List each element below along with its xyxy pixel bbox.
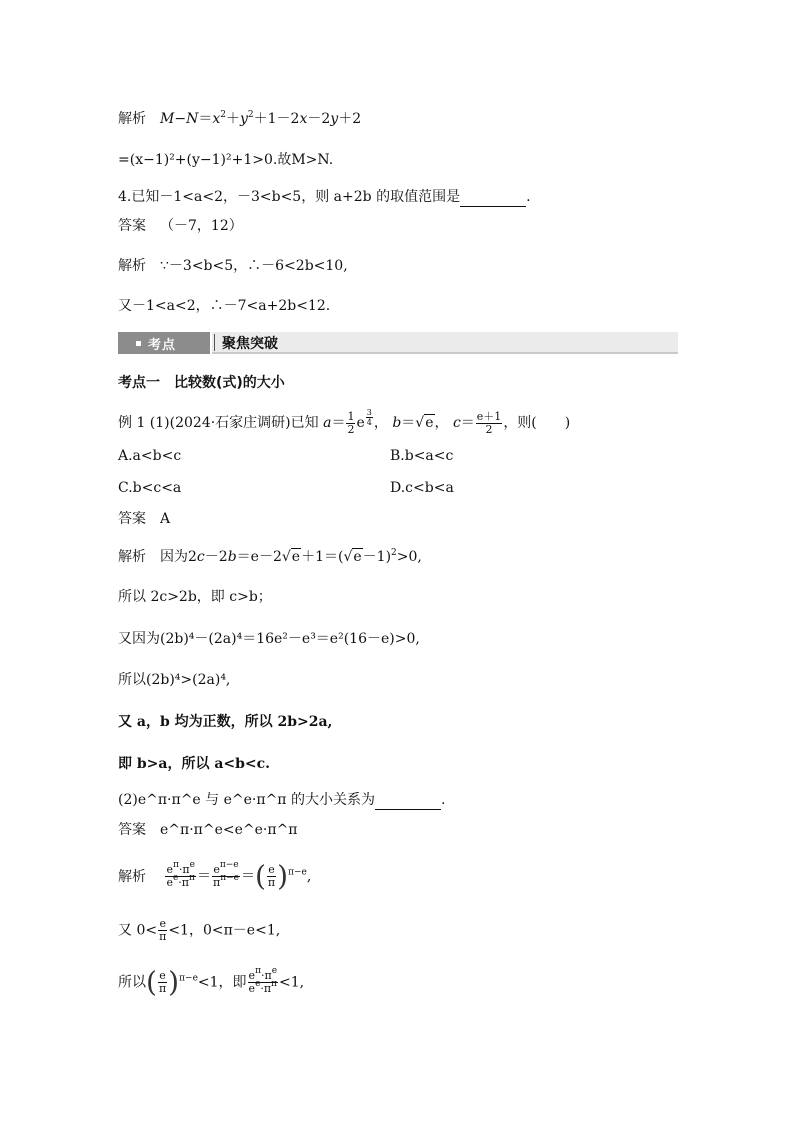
section-tag [118, 332, 210, 354]
answer-label: 答案 [118, 511, 146, 527]
section-tag-text: 考点 [148, 338, 177, 353]
part-2-text: (2)e^π·π^e 与 e^e·π^π 的大小关系为 [118, 792, 375, 808]
option-d: D.c<b<a [390, 480, 454, 496]
answer-blank [460, 192, 526, 207]
question-4-answer [118, 216, 243, 236]
solution-label: 解析 [118, 549, 146, 565]
example-1-solution-1: 解析 因为$2c-2b=e-2√e+1=(√e-1)^2>0$, [118, 548, 422, 565]
solution-label: 解析 [118, 111, 146, 127]
answer-label: 答案 [118, 822, 146, 838]
also-suffix: <1，0<π－e<1, [168, 922, 281, 939]
answer-label: 答案 [118, 218, 146, 234]
answer-value: e^π·π^e<e^e·π^π [160, 822, 298, 838]
solution-line-m-minus-n: 解析 $M-N=x^2+y^2+1-2x-2y+2$ [118, 110, 362, 127]
question-4-text: 4.已知－1<a<2，－3<b<5，则 a+2b 的取值范围是 [118, 189, 461, 205]
bullet-icon [136, 341, 141, 346]
question-4-solution-1 [118, 256, 348, 276]
example-1-solution-5: 又 a，b 均为正数，所以 2b>2a, [118, 714, 333, 730]
question-4-solution-2: 又－1<a<2，∴－7<a+2b<12. [118, 298, 331, 314]
solution-label: 解析 [118, 868, 146, 885]
option-c: C.b<c<a [118, 480, 182, 496]
example-1-solution-2: 所以 2c>2b，即 c>b； [118, 589, 272, 605]
answer-blank [375, 795, 441, 810]
example-1-suffix: ，则( ) [503, 415, 571, 431]
example-1-question: 例 1 (1)(2024·石家庄调研)已知 a＝ $\frac{1}{2}$ e $\frac{3}{4}$ ， b＝√e， c＝ $\frac{e+1}{2}$ ，则( ) [118, 407, 571, 436]
example-1-part-2: (2)e^π·π^e 与 e^e·π^π 的大小关系为 . [118, 792, 446, 808]
option-a: A.a<b<c [118, 448, 182, 464]
option-b: B.b<a<c [390, 448, 454, 464]
answer-value: A [160, 511, 171, 527]
also-prefix: 又 0< [118, 922, 158, 939]
topic-1-title: 考点一 比较数(式)的大小 [118, 375, 285, 391]
so-suffix: <1, [279, 974, 305, 991]
because-text: 因为 [160, 549, 188, 565]
answer-value: （－7，12） [160, 218, 243, 234]
so-mid: <1，即 [197, 974, 247, 991]
divider [214, 334, 215, 351]
section-title-bar [212, 332, 678, 354]
part-2-solution-1: 解析 $\frac{e^\pi\cdot\pi^e}{e^e\cdot\pi^\pi}$ ＝ $\frac{e^{\pi-e}}{\pi^{\pi-e}}$ ＝( $\frac{e}{\pi}$ )$^{\pi-e}$, [118, 859, 312, 893]
section-header [118, 332, 678, 354]
example-1-solution-3: 又因为(2b)⁴－(2a)⁴＝16e²－e³＝e²(16－e)>0, [118, 631, 420, 647]
part-2-solution-3: 所以( $\frac{e}{\pi}$ )$^{\pi-e}$<1，即 $\frac{e^\pi\cdot\pi^e}{e^e\cdot\pi^\pi}$ <1, [118, 965, 305, 999]
example-1-solution-4: 所以(2b)⁴>(2a)⁴, [118, 672, 231, 688]
question-4: 4.已知－1<a<2，－3<b<5，则 a+2b 的取值范围是 . [118, 189, 531, 205]
example-1-answer [118, 509, 170, 529]
part-2-answer [118, 820, 298, 840]
solution-label: 解析 [118, 258, 146, 274]
solution-text: ∵－3<b<5，∴－6<2b<10, [160, 258, 348, 274]
solution-line-complete-square: =(x−1)²+(y−1)²+1>0.故M>N. [118, 152, 334, 168]
section-title: 聚焦突破 [222, 336, 278, 352]
example-1-prefix: 例 1 (1)(2024·石家庄调研)已知 [118, 415, 319, 431]
so-prefix: 所以 [118, 974, 146, 991]
part-2-solution-2: 又 0< $\frac{e}{\pi}$ <1，0<π－e<1, [118, 917, 281, 943]
example-1-solution-6: 即 b>a，所以 a<b<c. [118, 756, 271, 772]
